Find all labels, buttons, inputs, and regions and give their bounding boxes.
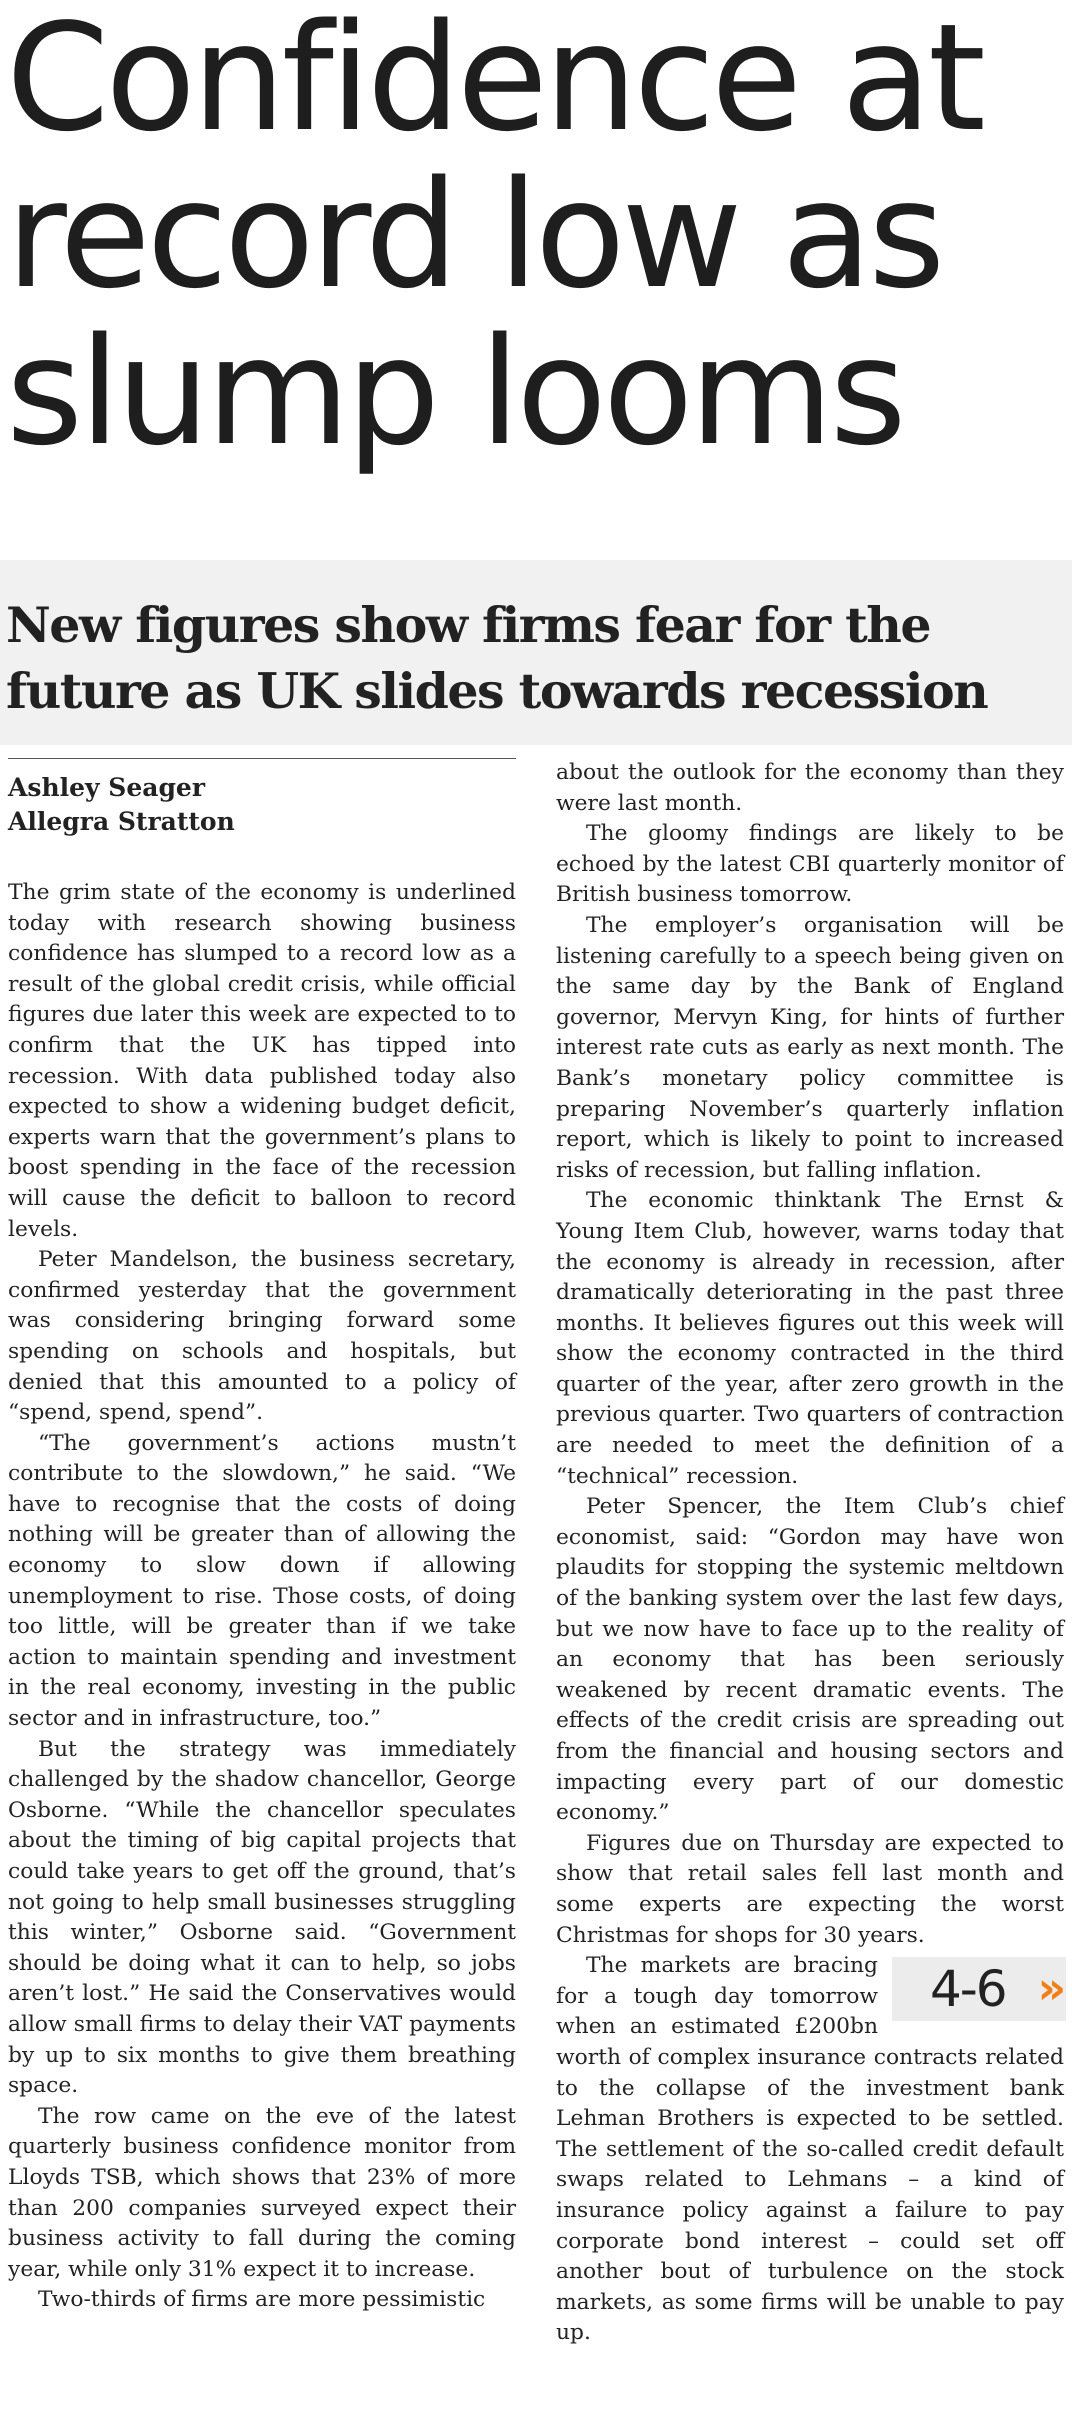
paragraph: The gloomy findings are likely to be echoed by the latest CBI quarterly monitor of British business tomorrow. (556, 821, 1064, 908)
double-chevron-right-icon: » (1037, 1962, 1059, 2014)
headline: Confidence at record low as slump looms (6, 0, 982, 478)
paragraph: But the strategy was immediately challenged by the shadow chancellor, George Osborne. “While the chancellor speculates about the timing of big capital projects that could take years to get off the ground, that’s not going to help small businesses struggling this winter,” Osborne said. “Government should be doing what it can to help, so jobs aren’t lost.” He said the Conservatives would allow small firms to delay their VAT payments by up to six months to give them breathing space. (8, 1736, 516, 2099)
standfirst: New figures show firms fear for the future as UK slides towards recession (6, 596, 988, 720)
paragraph: The employer’s organisation will be listening carefully to a speech being given on the same day by the Bank of England governor, Mervyn King, for hints of further interest rate cuts as early as next month. The Bank’s monetary policy committee is preparing November’s quarterly inflation report, which is likely to point to increased risks of recession, but falling inflation. (556, 912, 1064, 1183)
page-reference-label: 4-6 (929, 1959, 1006, 2018)
paragraph: Peter Mandelson, the business secretary, confirmed yesterday that the government was considering bringing forward some spending on schools and hospitals, but denied that this amounted to a policy of “spend, spend, spend”. (8, 1247, 516, 1426)
paragraph: The grim state of the economy is underlined today with research showing business confidence has slumped to a record low as a result of the global credit crisis, while official figures due later this week are expected to to confirm that the UK has tipped into recession. With data published today also expected to show a widening budget deficit, experts warn that the government’s plans to boost spending in the face of the recession will cause the deficit to balloon to record levels. (8, 880, 516, 1242)
paragraph-final-text: The markets are bracing for a tough day tomorrow when an estimated £200bn worth of complex insurance contracts related to the collapse of the investment bank Lehman Brothers is expected to be settled. The settlement of the so-called credit default swaps related to Lehmans – a kind of insurance policy against a failure to pay corporate bond interest – could set off another bout of turbulence on the stock markets, as some firms will be unable to pay up. (556, 1953, 1064, 2346)
paragraph: Peter Spencer, the Item Club’s chief economist, said: “Gordon may have won plaudits for stopping the systemic meltdown of the banking system over the last few days, but we now have to face up to the reality of an economy that has been seriously weakened by recent dramatic events. The effects of the credit crisis are spreading out from the financial and housing sectors and impacting every part of our domestic economy.” (556, 1494, 1064, 1826)
paragraph: about the outlook for the economy than they were last month. (556, 760, 1064, 816)
byline (8, 758, 516, 839)
page-reference[interactable] (892, 1957, 1066, 2021)
paragraph: “The government’s actions mustn’t contribute to the slowdown,” he said. “We have to recognise that the costs of doing nothing will be greater than of allowing the economy to slow down if allowing unemployment to rise. Those costs, of doing too little, will be greater than if we take action to maintain spending and investment in the real economy, investing in the public sector and in infrastructure, too.” (8, 1430, 516, 1732)
paragraph: The economic thinktank The Ernst & Young Item Club, however, warns today that the economy is already in recession, after dramatically deteriorating in the past three months. It believes figures out this week will show the economy contracted in the third quarter of the year, after zero growth in the previous quarter. Two quarters of contraction are needed to meet the definition of a “technical” recession. (556, 1188, 1064, 1489)
byline-author: Ashley Seager (8, 773, 205, 802)
paragraph: Two-thirds of firms are more pessimistic (38, 2287, 486, 2313)
article-column-2 (556, 758, 1064, 2349)
byline-author: Allegra Stratton (8, 807, 235, 836)
paragraph: Figures due on Thursday are expected to show that retail sales fell last month and some experts are expecting the worst Christmas for shops for 30 years. (556, 1830, 1064, 1948)
paragraph-final (556, 1951, 1064, 2349)
article-column-1 (8, 878, 516, 2316)
paragraph: The row came on the eve of the latest quarterly business confidence monitor from Lloyds TSB, which shows that 23% of more than 200 companies surveyed expect their business activity to fall during the coming year, while only 31% expect it to increase. (8, 2103, 516, 2282)
